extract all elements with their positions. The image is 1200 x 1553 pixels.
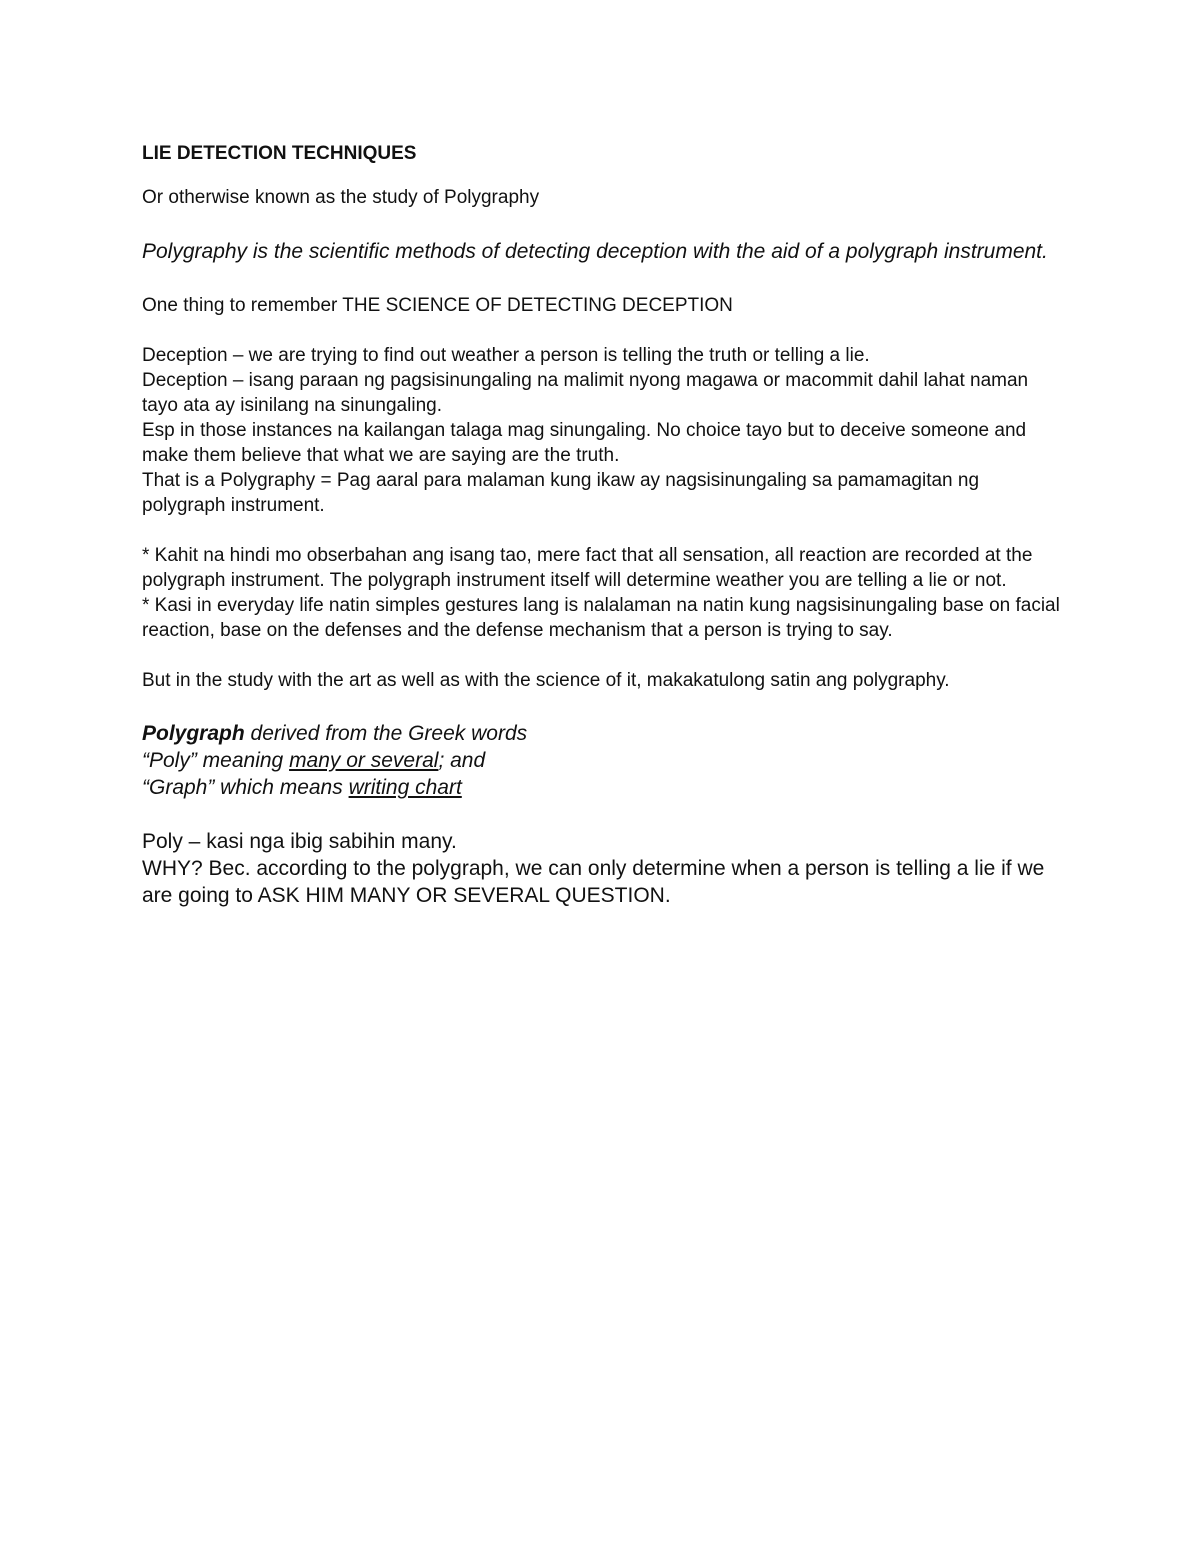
document-body [142, 142, 1062, 909]
subtitle: Or otherwise known as the study of Polygraphy [142, 187, 540, 208]
graph-meaning-underlined: writing chart [348, 776, 462, 799]
deception-line: That is a Polygraphy = Pag aaral para malaman kung ikaw ay nagsisinungaling sa pamamagitan ng polygraph instrument. [142, 470, 980, 516]
deception-line: Deception – isang paraan ng pagsisinungaling na malimit nyong magawa or macommit dahil lahat naman tayo ata ay isinilang na sinungaling. [142, 370, 1029, 416]
etymology-line-3 [142, 774, 1062, 801]
notes-block [142, 543, 1062, 643]
deception-line: Esp in those instances na kailangan talaga mag sinungaling. No choice tayo but to deceive someone and make them believe that what we are saying are the truth. [142, 420, 1027, 466]
etymology-term: Polygraph [142, 722, 245, 745]
deception-block [142, 343, 1062, 518]
study-paragraph: But in the study with the art as well as with the science of it, makakatulong satin ang polygraphy. [142, 670, 950, 691]
graph-meaning-prefix: “Graph” which means [142, 776, 349, 799]
poly-meaning-prefix: “Poly” meaning [142, 749, 290, 772]
spacer [142, 518, 1062, 543]
remember-line: One thing to remember THE SCIENCE OF DETECTING DECEPTION [142, 295, 733, 316]
poly-meaning-underlined: many or several [289, 749, 439, 772]
poly-line: Poly – kasi nga ibig sabihin many. [142, 830, 457, 853]
document-title: LIE DETECTION TECHNIQUES [142, 143, 417, 164]
etymology-line-1 [142, 720, 1062, 747]
poly-block [142, 828, 1062, 909]
note-item: * Kahit na hindi mo obserbahan ang isang tao, mere fact that all sensation, all reaction are recorded at the polygraph instrument. The polygraph instrument itself will determine weather you are telling a lie or not. [142, 545, 1033, 591]
definition-paragraph: Polygraphy is the scientific methods of detecting deception with the aid of a polygraph instrument. [142, 240, 1048, 263]
etymology-block [142, 720, 1062, 801]
deception-line: Deception – we are trying to find out weather a person is telling the truth or telling a lie. [142, 345, 870, 366]
note-item: * Kasi in everyday life natin simples gestures lang is nalalaman na natin kung nagsisinungaling base on facial reaction, base on the defenses and the defense mechanism that a person is trying to say. [142, 595, 1060, 641]
poly-meaning-suffix: ; and [438, 749, 486, 772]
spacer [142, 643, 1062, 668]
spacer [142, 801, 1062, 828]
spacer [142, 693, 1062, 720]
etymology-line-2 [142, 747, 1062, 774]
etymology-line-1-rest: derived from the Greek words [244, 722, 528, 745]
poly-line: WHY? Bec. according to the polygraph, we can only determine when a person is telling a lie if we are going to ASK HIM MANY OR SEVERAL QUESTION. [142, 857, 1045, 907]
